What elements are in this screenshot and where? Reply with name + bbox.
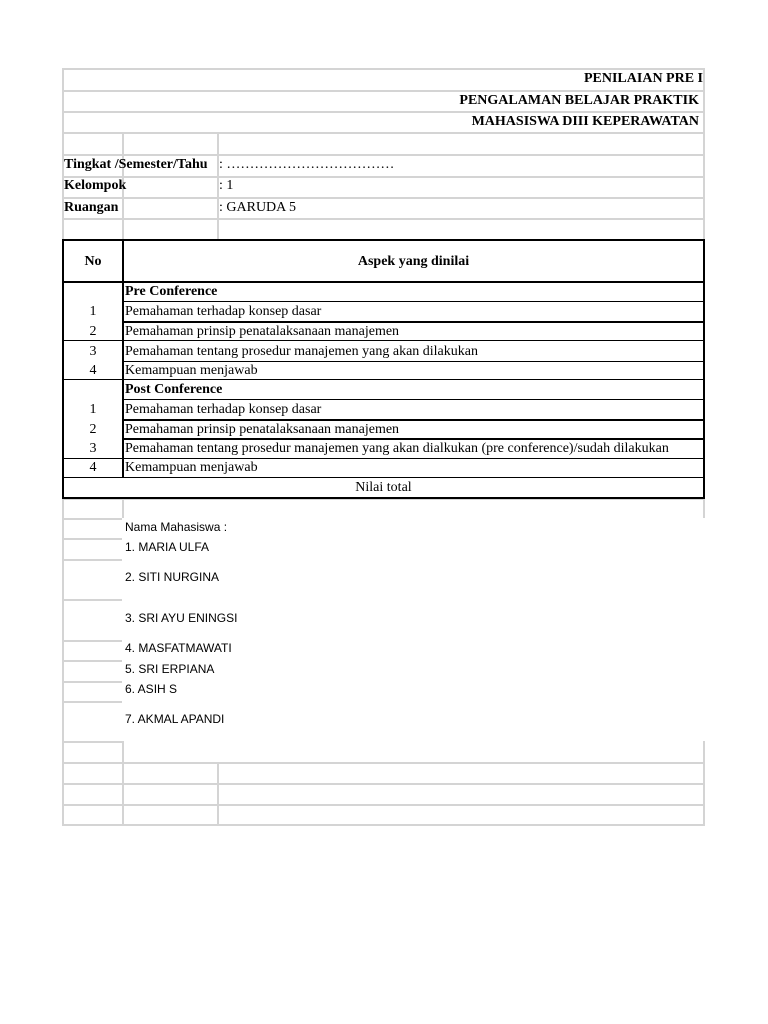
students-label: Nama Mahasiswa : xyxy=(125,520,228,534)
table-row-no: 1 xyxy=(89,304,97,319)
table-row-text: Pemahaman tentang prosedur manajemen yang akan dilakukan xyxy=(125,344,478,359)
ruangan-label: Ruangan xyxy=(64,200,119,215)
spreadsheet xyxy=(62,68,705,828)
table-row-text: Pemahaman terhadap konsep dasar xyxy=(125,402,322,417)
student-name: 5. SRI ERPIANA xyxy=(125,662,215,676)
table-row-text: Pemahaman prinsip penatalaksanaan manajemen xyxy=(125,422,400,437)
total-label: Nilai total xyxy=(355,480,412,495)
tingkat-value: : ……………………………… xyxy=(219,157,395,172)
kelompok-label: Kelompok xyxy=(64,178,127,193)
grid-line xyxy=(62,176,705,178)
grid-line xyxy=(62,660,122,662)
grid-line xyxy=(62,559,122,561)
grid-line xyxy=(703,498,705,518)
grid-line xyxy=(703,741,705,826)
grid-line xyxy=(62,197,705,199)
student-name: 4. MASFATMAWATI xyxy=(125,641,232,655)
student-name: 3. SRI AYU ENINGSI xyxy=(125,611,238,625)
grid-line xyxy=(62,824,705,826)
section-title-post-conference: Post Conference xyxy=(125,382,223,397)
grid-line xyxy=(62,640,122,642)
header-title-2: PENGALAMAN BELAJAR PRAKTIK xyxy=(459,93,699,108)
table-row-no: 3 xyxy=(89,441,97,456)
table-border xyxy=(62,239,705,241)
grid-line xyxy=(62,518,122,520)
table-row-no: 2 xyxy=(89,422,97,437)
grid-line xyxy=(62,599,122,601)
table-row-no: 2 xyxy=(89,324,97,339)
header-title-1: PENILAIAN PRE I xyxy=(583,71,703,86)
ruangan-value: : GARUDA 5 xyxy=(219,200,297,215)
table-border xyxy=(122,399,705,400)
table-row-text: Kemampuan menjawab xyxy=(125,363,258,378)
grid-line xyxy=(62,762,705,764)
grid-line xyxy=(122,498,124,518)
column-header-no: No xyxy=(84,254,102,269)
table-row-text: Pemahaman terhadap konsep dasar xyxy=(125,304,322,319)
section-title-pre-conference: Pre Conference xyxy=(125,284,218,299)
table-row-no: 3 xyxy=(89,344,97,359)
tingkat-label: Tingkat /Semester/Tahu xyxy=(64,157,208,172)
grid-line xyxy=(122,741,124,826)
grid-line xyxy=(703,68,705,240)
header-title-3: MAHASISWA DIII KEPERAWATAN xyxy=(471,114,699,129)
table-border xyxy=(62,497,705,499)
column-header-aspek: Aspek yang dinilai xyxy=(357,254,470,269)
student-name: 7. AKMAL APANDI xyxy=(125,712,225,726)
kelompok-value: : 1 xyxy=(219,178,234,193)
table-row-text: Kemampuan menjawab xyxy=(125,460,258,475)
grid-line xyxy=(217,762,219,826)
table-border xyxy=(62,477,705,478)
grid-line xyxy=(62,783,705,785)
table-border xyxy=(703,239,705,499)
grid-line xyxy=(62,538,122,540)
grid-line xyxy=(62,804,705,806)
student-name: 6. ASIH S xyxy=(125,682,178,696)
grid-line xyxy=(62,132,705,134)
grid-line xyxy=(62,741,122,743)
table-row-no: 1 xyxy=(89,402,97,417)
grid-line xyxy=(62,218,705,220)
student-name: 2. SITI NURGINA xyxy=(125,570,220,584)
table-row-text: Pemahaman prinsip penatalaksanaan manajemen xyxy=(125,324,400,339)
table-row-text: Pemahaman tentang prosedur manajemen yang akan dialkukan (pre conference)/sudah dilakukan xyxy=(125,441,669,456)
grid-line xyxy=(62,701,122,703)
student-name: 1. MARIA ULFA xyxy=(125,540,210,554)
table-row-no: 4 xyxy=(89,460,97,475)
table-border xyxy=(122,301,705,302)
table-row-no: 4 xyxy=(89,363,97,378)
grid-line xyxy=(62,681,122,683)
